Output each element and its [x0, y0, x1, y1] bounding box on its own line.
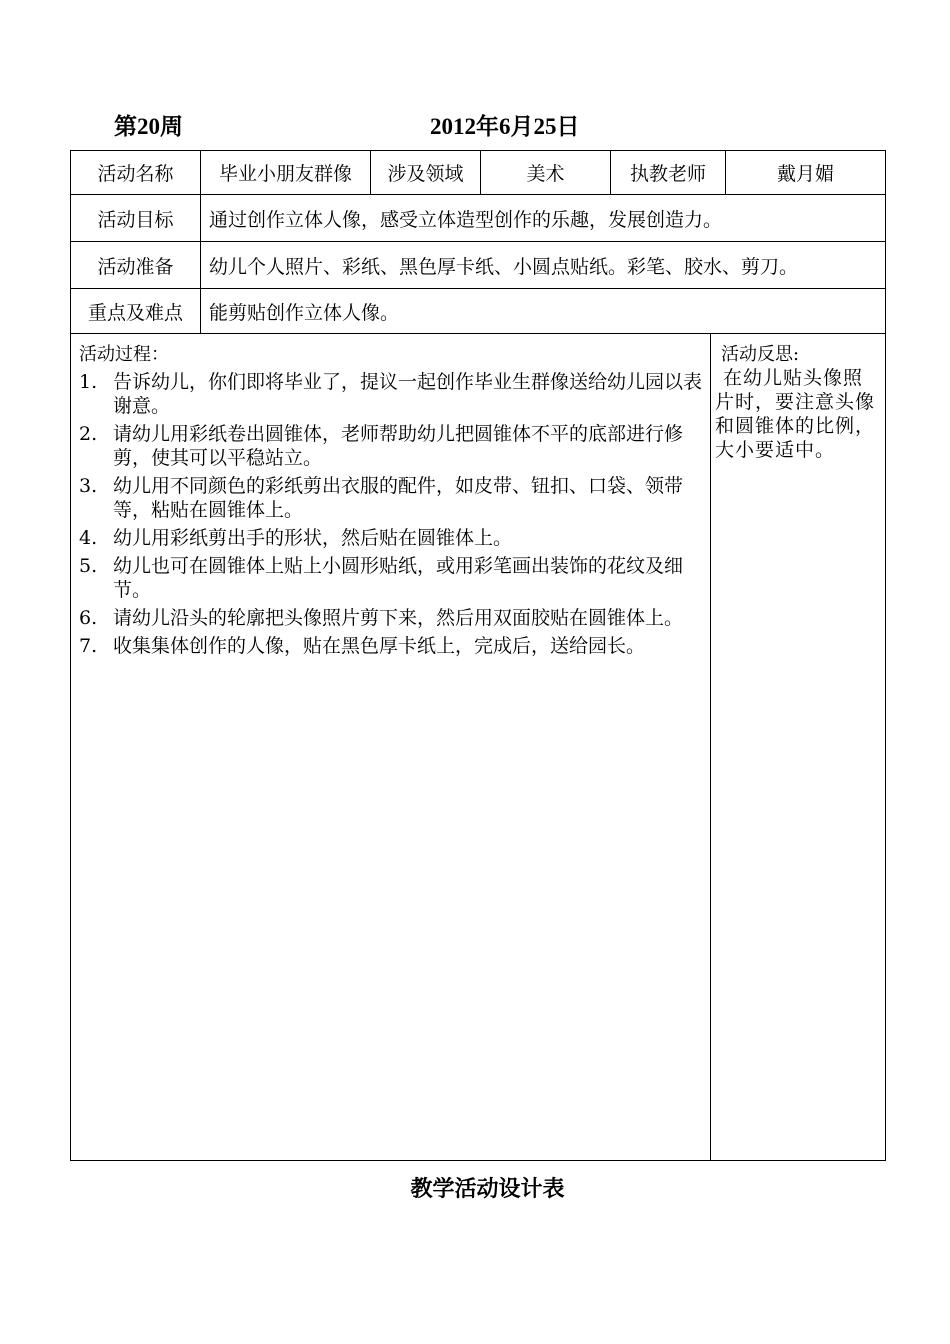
list-item: 5. 幼儿也可在圆锥体上贴上小圆形贴纸，或用彩笔画出装饰的花纹及细节。: [79, 555, 684, 601]
goal-value: 通过创作立体人像，感受立体造型创作的乐趣，发展创造力。: [201, 195, 886, 242]
list-item: 2. 请幼儿用彩纸卷出圆锥体，老师帮助幼儿把圆锥体不平的底部进行修剪，使其可以平稳站立。: [79, 423, 684, 469]
prep-label: 活动准备: [71, 242, 201, 289]
activity-design-table: [70, 150, 886, 1161]
prep-value: 幼儿个人照片、彩纸、黑色厚卡纸、小圆点贴纸。彩笔、胶水、剪刀。: [201, 242, 886, 289]
key-points-value: 能剪贴创作立体人像。: [201, 289, 886, 334]
domain-label: 涉及领域: [371, 151, 481, 195]
process-cell: [71, 334, 711, 1161]
list-item: 3. 幼儿用不同颜色的彩纸剪出衣服的配件，如皮带、钮扣、口袋、领带等，粘贴在圆锥体上。: [79, 475, 684, 521]
domain-value: 美术: [481, 151, 611, 195]
form-title: 教学活动设计表: [410, 1176, 565, 1202]
week-label: 第20周: [114, 114, 183, 139]
key-points-label: 重点及难点: [71, 289, 201, 334]
list-item: 4. 幼儿用彩纸剪出手的形状，然后贴在圆锥体上。: [79, 527, 513, 549]
activity-name-value: 毕业小朋友群像: [201, 151, 371, 195]
goal-label: 活动目标: [71, 195, 201, 242]
reflection-label: 活动反思:: [721, 344, 800, 365]
process-label: 活动过程：: [79, 344, 169, 365]
activity-name-label: 活动名称: [71, 151, 201, 195]
list-item: 6. 请幼儿沿头的轮廓把头像照片剪下来，然后用双面胶贴在圆锥体上。: [79, 607, 684, 629]
reflection-text: 在幼儿贴头像照片时，要注意头像和圆锥体的比例，大小要适中。: [715, 367, 876, 461]
teacher-label: 执教老师: [611, 151, 726, 195]
list-item: 1. 告诉幼儿，你们即将毕业了，提议一起创作毕业生群像送给幼儿园以表谢意。: [79, 371, 703, 417]
list-item: 7. 收集集体创作的人像，贴在黑色厚卡纸上，完成后，送给园长。: [79, 635, 646, 657]
reflection-cell: [711, 334, 886, 1161]
process-steps: [79, 370, 704, 658]
teacher-value: 戴月媚: [726, 151, 886, 195]
date-label: 2012年6月25日: [430, 114, 580, 139]
